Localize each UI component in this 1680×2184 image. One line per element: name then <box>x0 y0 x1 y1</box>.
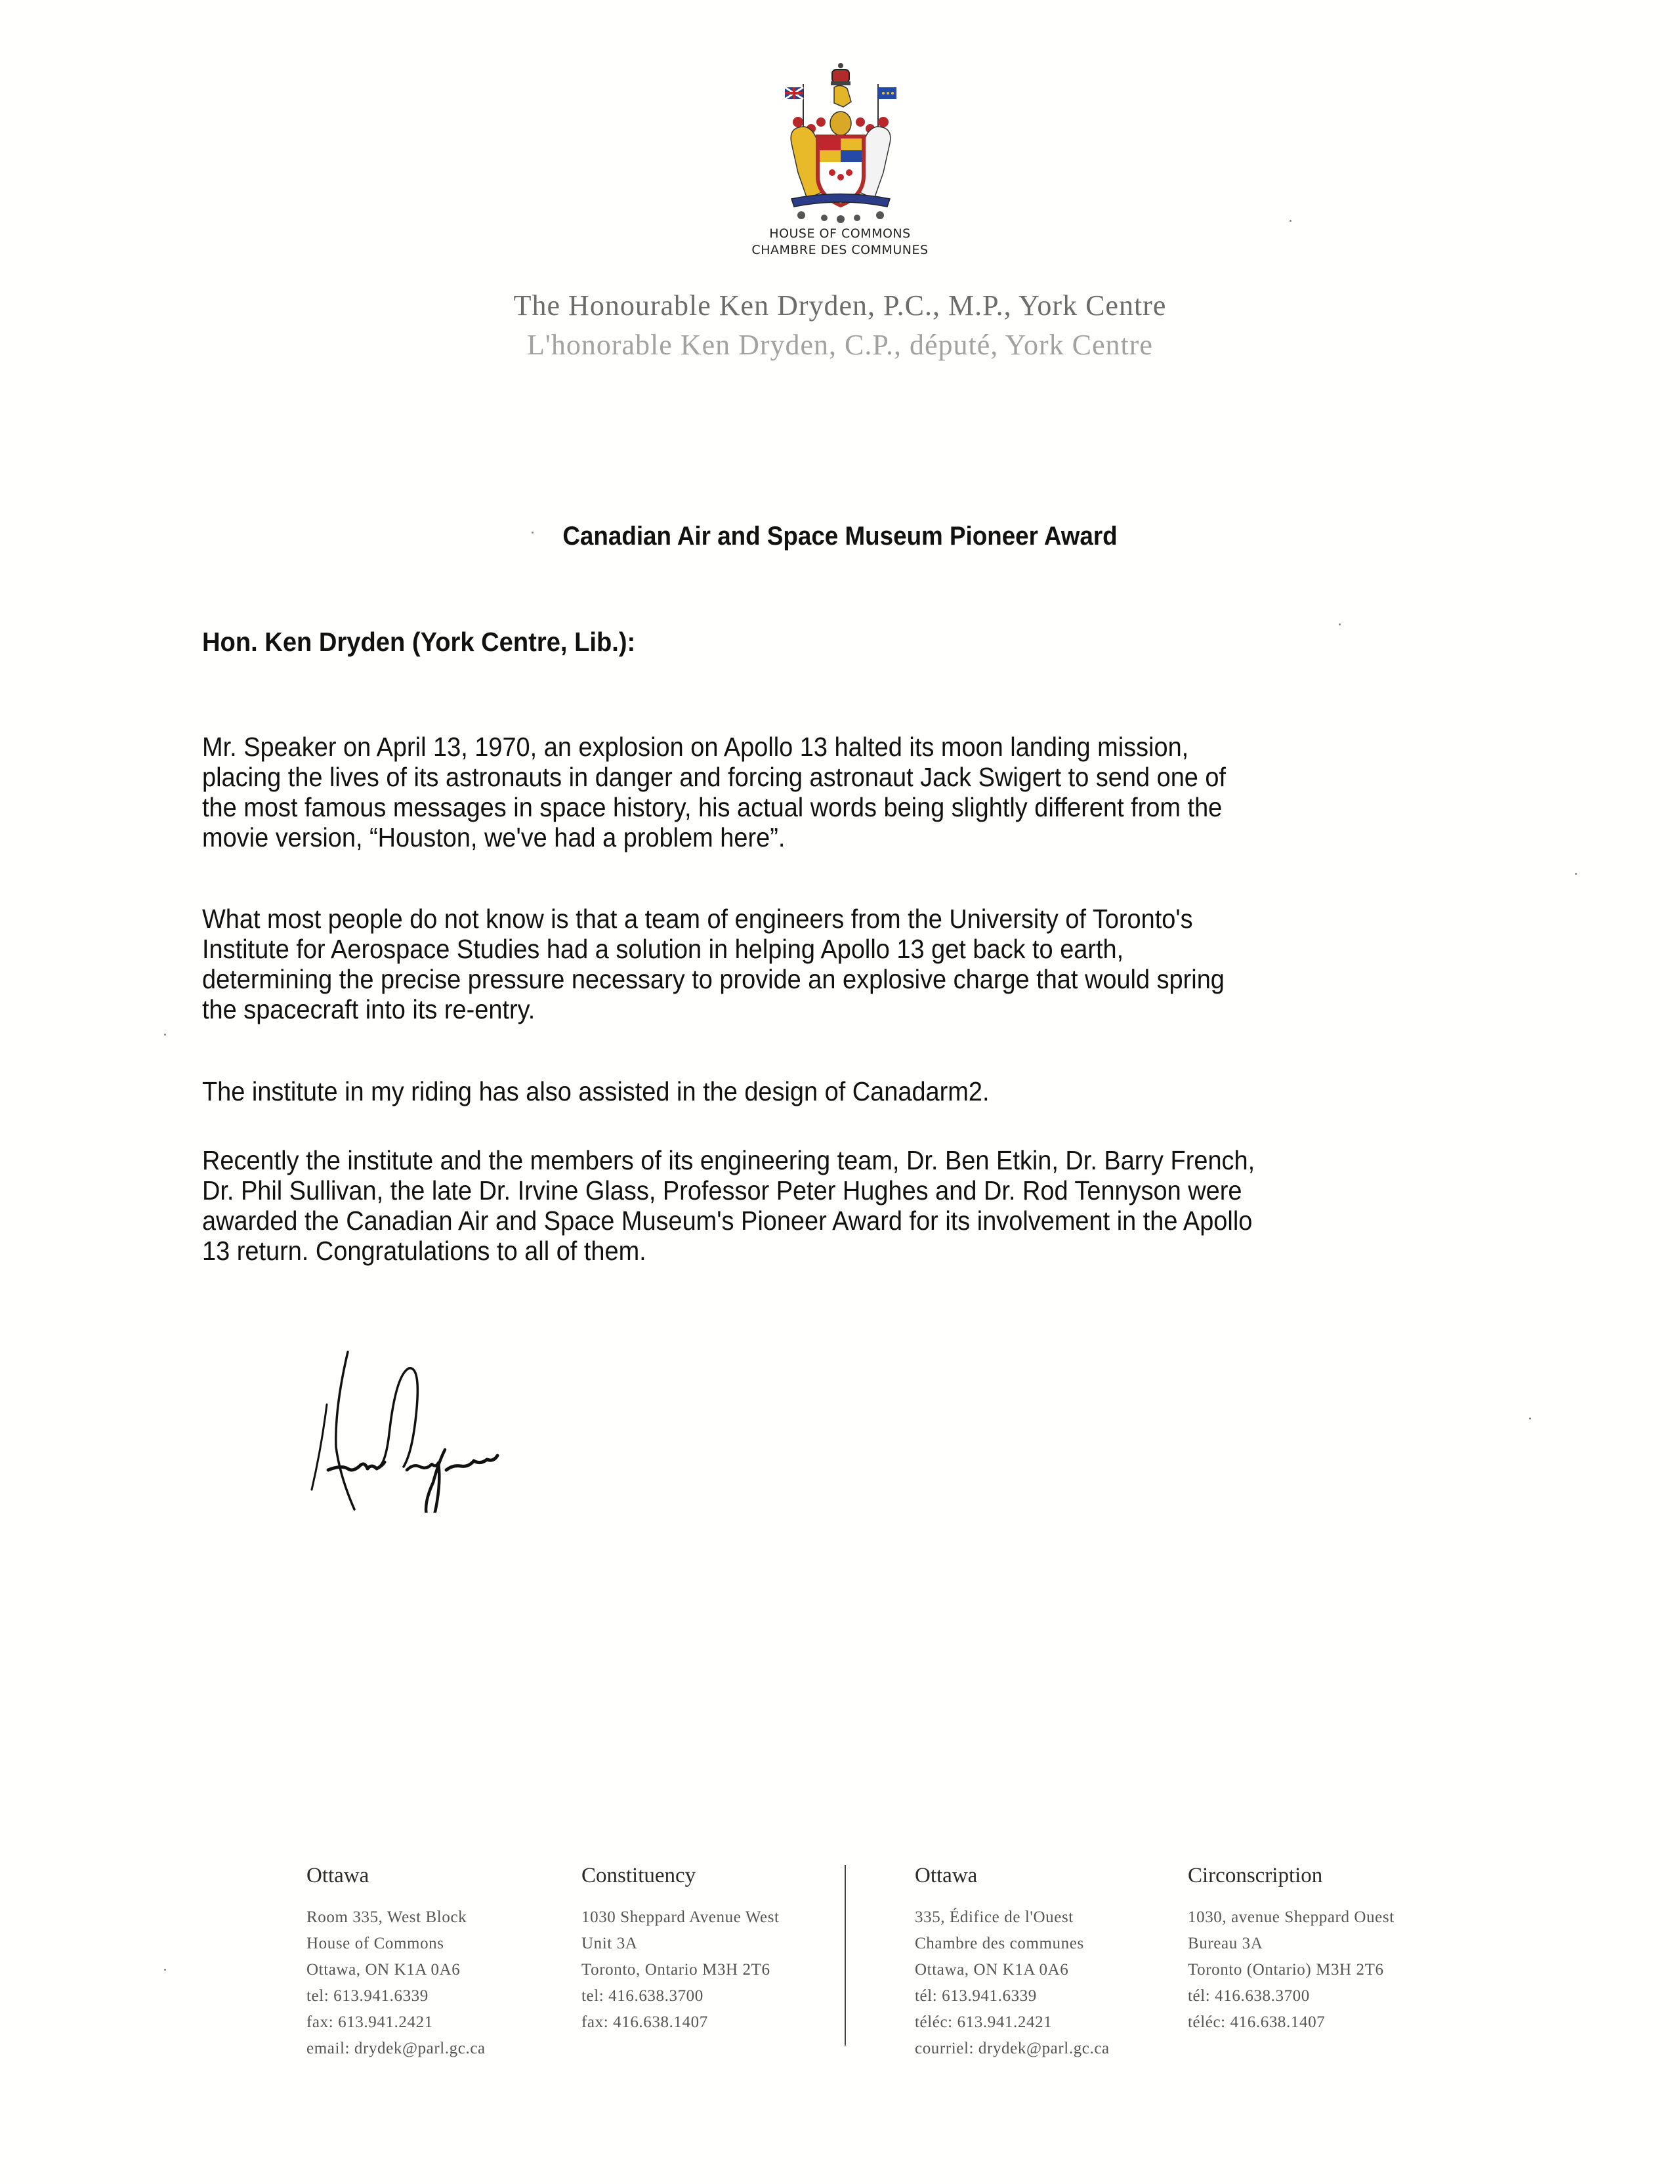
text-line: the most famous messages in space history, his actual words being slightly different from the <box>202 792 1223 822</box>
phone-line: tél: 613.941.6339 <box>915 1987 1037 2005</box>
text-line: The institute in my riding has also assisted in the design of Canadarm2. <box>202 1076 990 1106</box>
address-line: Toronto, Ontario M3H 2T6 <box>581 1961 770 1979</box>
scan-speck <box>164 1034 166 1036</box>
coat-of-arms-icon <box>772 58 910 225</box>
phone-line: tel: 613.941.6339 <box>306 1987 429 2005</box>
address-line: House of Commons <box>306 1935 444 1952</box>
document-title: Canadian Air and Space Museum Pioneer Award <box>562 522 1118 551</box>
institution-name-en: HOUSE OF COMMONS <box>769 226 911 241</box>
text-line: awarded the Canadian Air and Space Museum's Pioneer Award for its involvement in the Apollo <box>202 1206 1253 1236</box>
scan-speck <box>1529 1418 1531 1419</box>
address-line: Chambre des communes <box>915 1935 1084 1952</box>
text-line: Mr. Speaker on April 13, 1970, an explosion on Apollo 13 halted its moon landing mission, <box>202 732 1189 762</box>
footer-heading: Ottawa <box>306 1864 369 1887</box>
text-line: determining the precise pressure necessary to provide an explosive charge that would spring <box>202 964 1225 994</box>
footer-heading: Ottawa <box>915 1864 978 1887</box>
address-line: Unit 3A <box>581 1935 638 1952</box>
footer-ottawa-en <box>306 1864 486 2062</box>
fax-line: fax: 613.941.2421 <box>306 2013 433 2031</box>
footer-ottawa-fr <box>915 1864 1110 2062</box>
signature-icon <box>289 1329 538 1513</box>
address-line: Bureau 3A <box>1188 1935 1263 1952</box>
phone-line: tel: 416.638.3700 <box>581 1987 704 2005</box>
address-line: Room 335, West Block <box>306 1908 467 1926</box>
address-line: Ottawa, ON K1A 0A6 <box>915 1961 1069 1979</box>
phone-line: tél: 416.638.3700 <box>1188 1987 1310 2005</box>
email-link[interactable]: courriel: drydek@parl.gc.ca <box>915 2040 1110 2057</box>
fax-line: téléc: 416.638.1407 <box>1188 2013 1326 2031</box>
salutation: Hon. Ken Dryden (York Centre, Lib.): <box>202 627 636 657</box>
paragraph <box>202 1145 1255 1266</box>
text-line: Institute for Aerospace Studies had a solution in helping Apollo 13 get back to earth, <box>202 934 1124 964</box>
paragraph <box>202 904 1225 1024</box>
address-line: 1030, avenue Sheppard Ouest <box>1188 1908 1395 1926</box>
paragraph <box>202 1076 989 1106</box>
scan-speck <box>1339 623 1341 625</box>
footer-heading: Circonscription <box>1188 1864 1323 1887</box>
text-line: the spacecraft into its re-entry. <box>202 994 536 1024</box>
address-line: Ottawa, ON K1A 0A6 <box>306 1961 461 1979</box>
footer-heading: Constituency <box>581 1864 696 1887</box>
text-line: Dr. Phil Sullivan, the late Dr. Irvine Glass, Professor Peter Hughes and Dr. Rod Tennyson were <box>202 1175 1242 1206</box>
fax-line: téléc: 613.941.2421 <box>915 2013 1053 2031</box>
text-line: Recently the institute and the members of its engineering team, Dr. Ben Etkin, Dr. Barry French, <box>202 1145 1255 1175</box>
footer-constituency-en <box>581 1864 780 2036</box>
crown-icon <box>831 63 850 85</box>
mp-name-french: L'honorable Ken Dryden, C.P., député, York Centre <box>527 329 1153 361</box>
fax-line: fax: 416.638.1407 <box>581 2013 708 2031</box>
scan-speck <box>164 1969 166 1971</box>
address-line: 335, Édifice de l'Ouest <box>915 1908 1074 1926</box>
crest-lion-icon <box>834 85 851 107</box>
institution-name-fr: CHAMBRE DES COMMUNES <box>751 243 929 257</box>
footer-divider <box>845 1865 846 2046</box>
text-line: What most people do not know is that a team of engineers from the University of Toronto's <box>202 904 1193 934</box>
text-line: 13 return. Congratulations to all of them. <box>202 1236 646 1266</box>
email-link[interactable]: email: drydek@parl.gc.ca <box>306 2040 486 2057</box>
footer-constituency-fr <box>1188 1864 1395 2036</box>
mp-name-english: The Honourable Ken Dryden, P.C., M.P., York Centre <box>513 289 1167 322</box>
text-line: placing the lives of its astronauts in danger and forcing astronaut Jack Swigert to send one of <box>202 762 1227 792</box>
scan-speck <box>1290 220 1292 222</box>
scan-speck <box>1575 873 1577 875</box>
text-line: movie version, “Houston, we've had a problem here”. <box>202 822 786 852</box>
address-line: Toronto (Ontario) M3H 2T6 <box>1188 1961 1384 1979</box>
paragraph <box>202 732 1226 852</box>
address-line: 1030 Sheppard Avenue West <box>581 1908 780 1926</box>
floral-emblems-icon <box>797 211 884 223</box>
scan-speck <box>532 532 534 534</box>
